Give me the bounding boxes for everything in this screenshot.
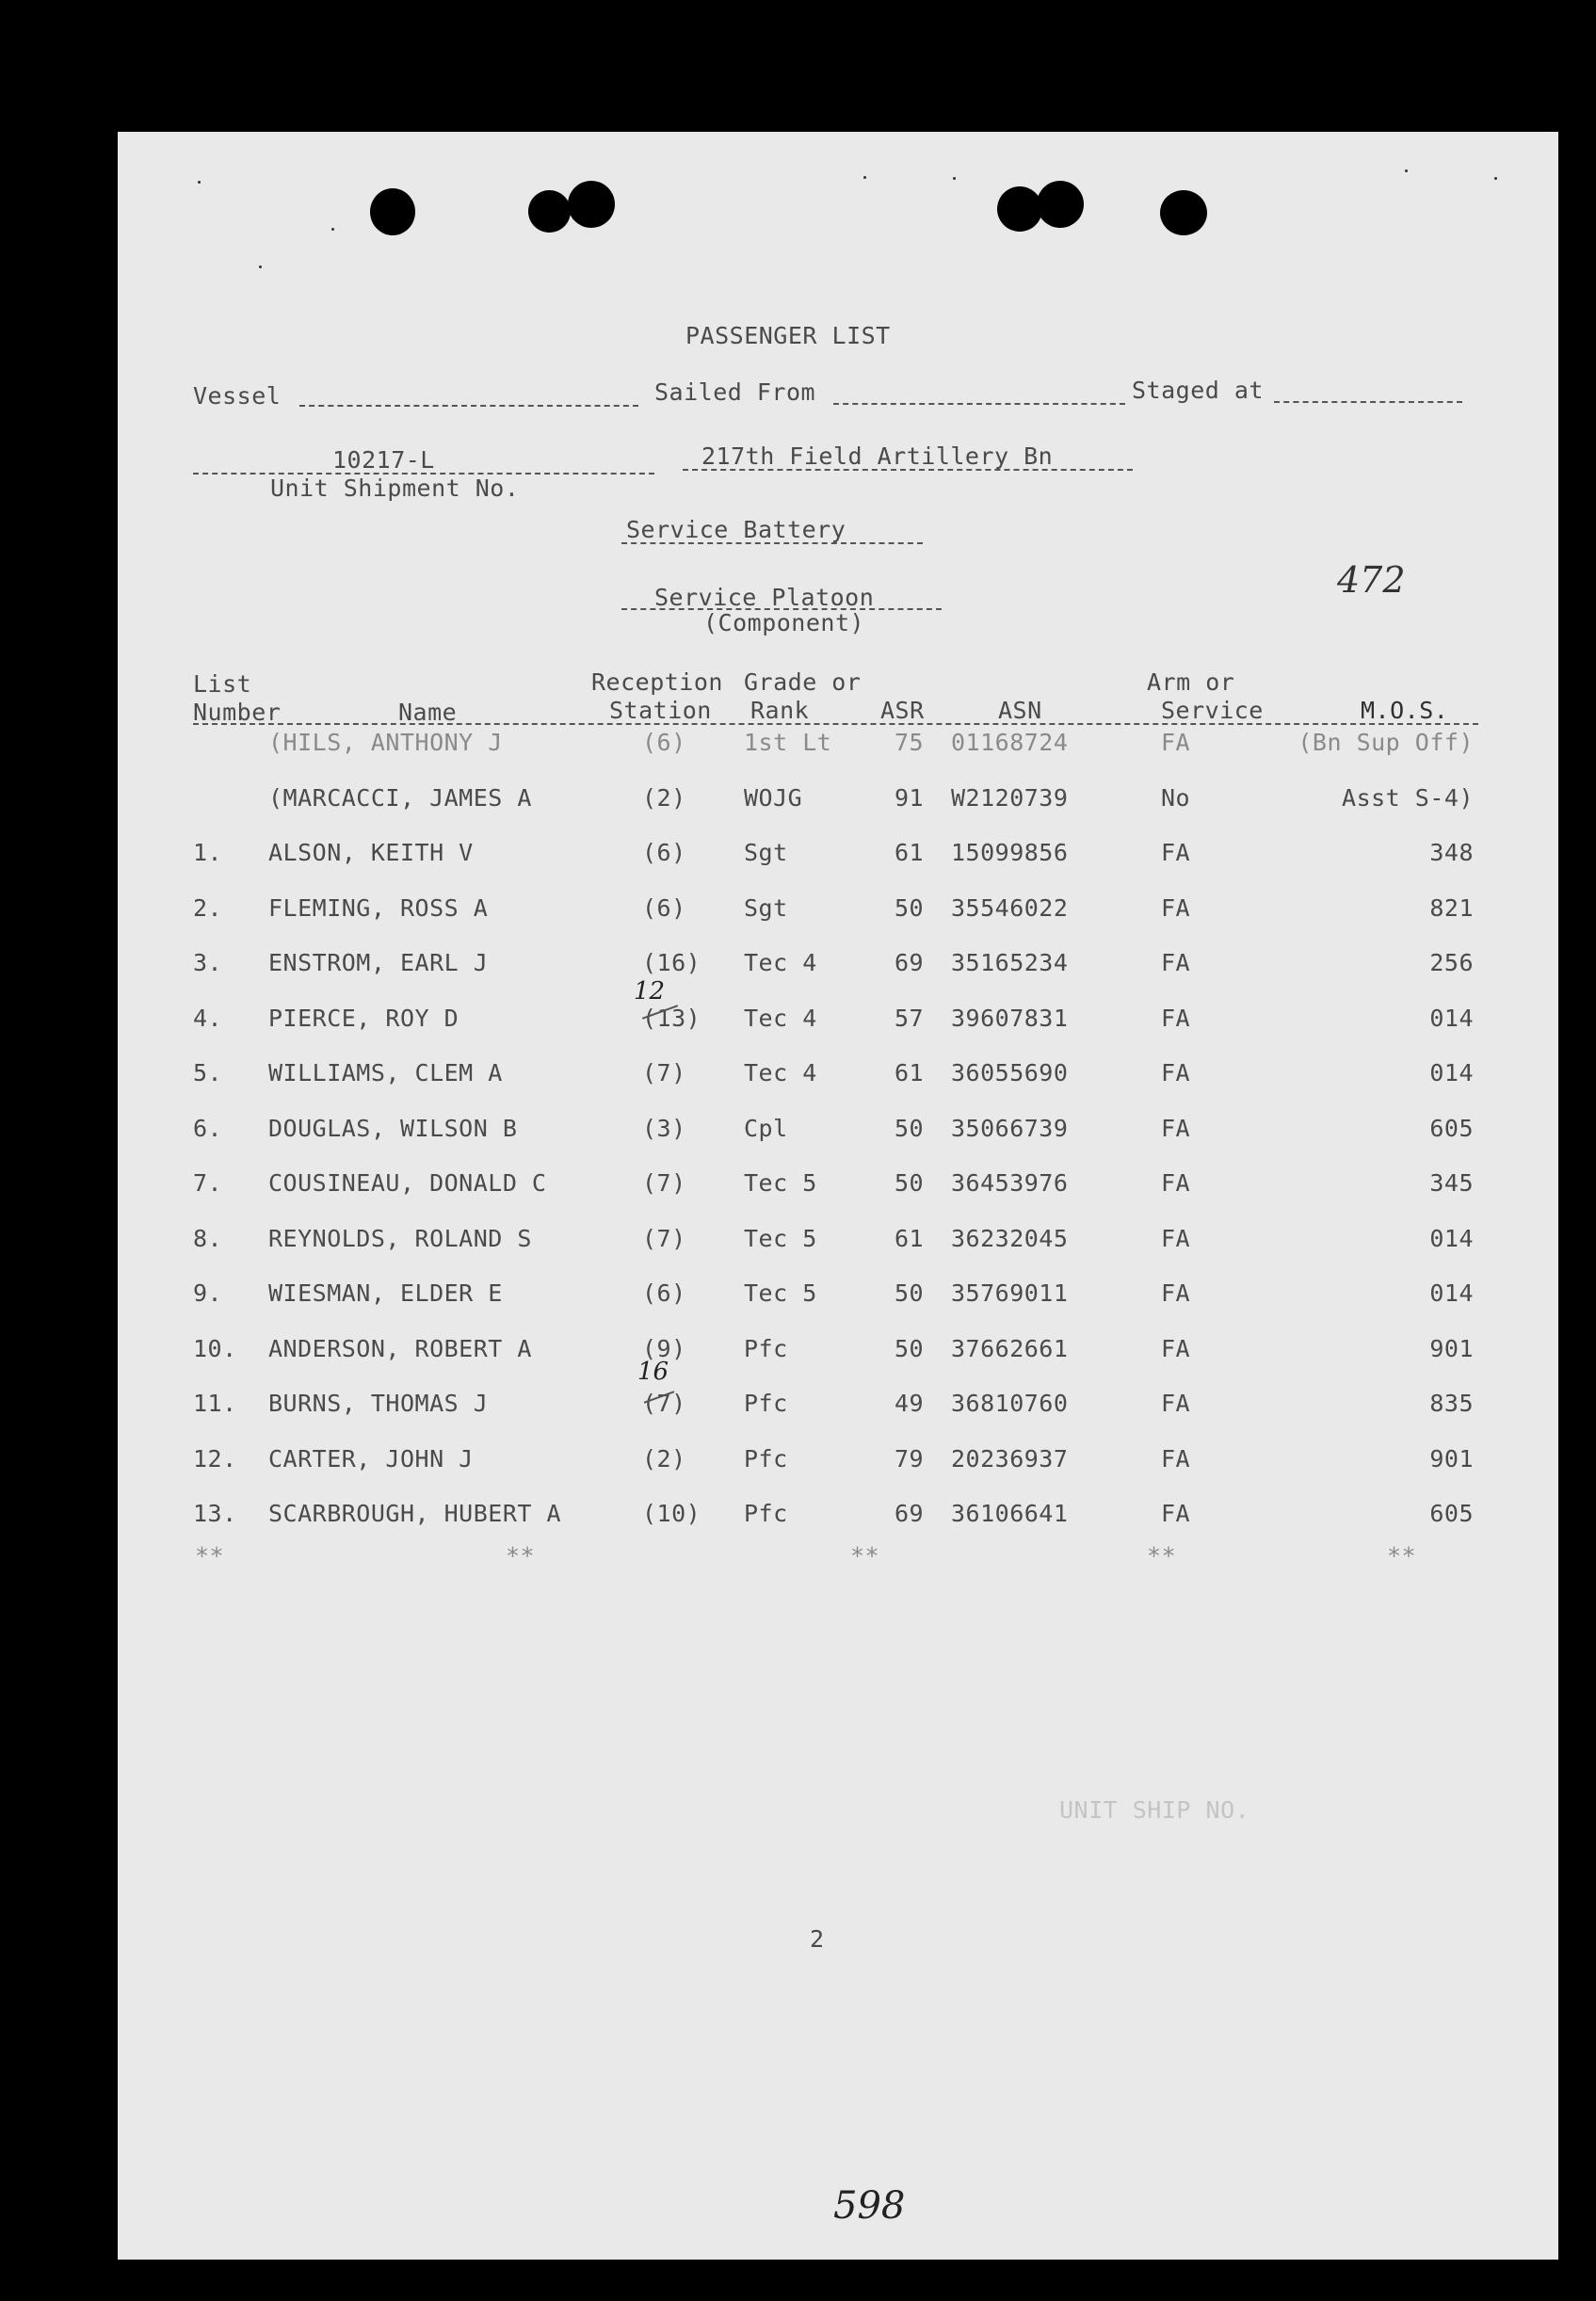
speck (259, 266, 262, 268)
col-asr: ASR (880, 697, 925, 724)
unit-name-field (683, 469, 1133, 471)
name-cell: (HILS, ANTHONY J (268, 729, 503, 756)
name-cell: WIESMAN, ELDER E (268, 1279, 503, 1307)
speck (953, 177, 956, 180)
asn-cell: 36106641 (951, 1500, 1069, 1527)
mos-cell: 605 (1429, 1114, 1474, 1142)
asn-cell: 01168724 (951, 729, 1069, 756)
grade-cell: Sgt (744, 893, 788, 922)
station-cell: (6) (642, 893, 686, 922)
station-cell: (9) (642, 1334, 686, 1362)
list-number-cell: 9. (193, 1279, 223, 1307)
asn-cell: 20236937 (951, 1444, 1069, 1472)
asr-cell: 57 (895, 1004, 925, 1032)
document-title: PASSENGER LIST (685, 322, 891, 349)
mos-cell: 835 (1429, 1390, 1474, 1417)
col-list: List (193, 670, 252, 698)
arm-cell: FA (1161, 949, 1191, 976)
end-mark: ** (1147, 1542, 1177, 1569)
station-cell: (6) (642, 1279, 686, 1307)
asr-cell: 69 (895, 949, 925, 976)
end-mark: ** (506, 1542, 536, 1569)
asr-cell: 91 (895, 783, 925, 812)
name-cell: PIERCE, ROY D (268, 1004, 459, 1032)
mos-cell: (Bn Sup Off) (1298, 729, 1474, 756)
col-rank: Rank (750, 697, 810, 724)
arm-cell: No (1161, 783, 1191, 812)
arm-cell: FA (1161, 1004, 1191, 1032)
station-cell: (2) (642, 1444, 686, 1472)
asn-cell: 36453976 (951, 1169, 1069, 1197)
speck (1405, 169, 1408, 172)
list-number-cell: 8. (193, 1224, 223, 1252)
name-cell: REYNOLDS, ROLAND S (268, 1224, 532, 1252)
component-1: Service Battery (626, 516, 846, 543)
punch-hole (568, 181, 615, 228)
name-cell: ENSTROM, EARL J (268, 949, 489, 976)
mos-cell: 014 (1429, 1279, 1474, 1307)
station-cell: (2) (642, 783, 686, 812)
asn-cell: 36055690 (951, 1059, 1069, 1086)
asr-cell: 49 (895, 1390, 925, 1417)
footer-number: 598 (833, 2184, 906, 2228)
mos-cell: 014 (1429, 1059, 1474, 1086)
mos-cell: 014 (1429, 1004, 1474, 1032)
station-cell: (7) (642, 1390, 686, 1417)
asr-cell: 79 (895, 1444, 925, 1472)
list-number-cell: 4. (193, 1004, 223, 1032)
arm-cell: FA (1161, 893, 1191, 922)
grade-cell: Tec 5 (744, 1169, 817, 1197)
name-cell: FLEMING, ROSS A (268, 893, 489, 922)
list-number-cell: 5. (193, 1059, 223, 1086)
handwritten-correction: 12 (634, 977, 666, 1006)
staged-at-label: Staged at (1132, 377, 1264, 404)
page-number: 2 (810, 1925, 825, 1953)
sailed-from-label: Sailed From (654, 378, 816, 406)
end-mark: ** (850, 1542, 880, 1569)
punch-hole (997, 186, 1042, 232)
grade-cell: Tec 4 (744, 949, 817, 976)
grade-cell: Tec 4 (744, 1004, 817, 1032)
col-mos: M.O.S. (1361, 697, 1449, 724)
name-cell: SCARBROUGH, HUBERT A (268, 1500, 562, 1527)
asr-cell: 50 (895, 1334, 925, 1362)
col-reception: Reception (591, 668, 723, 696)
component-2: Service Platoon (654, 584, 875, 611)
station-cell: (7) (642, 1224, 686, 1252)
mos-cell: 605 (1429, 1500, 1474, 1527)
grade-cell: Sgt (744, 839, 788, 866)
name-cell: BURNS, THOMAS J (268, 1390, 489, 1417)
staged-at-field (1274, 401, 1462, 403)
station-cell: (6) (642, 729, 686, 756)
station-cell: (10) (642, 1500, 701, 1527)
component-1-field (621, 542, 923, 544)
grade-cell: Cpl (744, 1114, 788, 1142)
arm-cell: FA (1161, 1390, 1191, 1417)
punch-hole (1037, 181, 1084, 228)
grade-cell: Tec 5 (744, 1279, 817, 1307)
asr-cell: 50 (895, 1114, 925, 1142)
asr-cell: 50 (895, 1279, 925, 1307)
station-cell: (3) (642, 1114, 686, 1142)
mos-cell: 348 (1429, 839, 1474, 866)
arm-cell: FA (1161, 729, 1191, 756)
station-cell: (16) (642, 949, 701, 976)
col-station: Station (609, 697, 712, 724)
mos-cell: 901 (1429, 1444, 1474, 1472)
faint-stamp: UNIT SHIP NO. (1059, 1796, 1250, 1824)
speck (198, 181, 201, 184)
list-number-cell: 11. (193, 1390, 237, 1417)
end-mark: ** (195, 1542, 225, 1569)
list-number-cell: 13. (193, 1500, 237, 1527)
station-cell: (7) (642, 1059, 686, 1086)
punch-hole (1160, 190, 1207, 235)
col-service: Service (1161, 697, 1264, 724)
asn-cell: 37662661 (951, 1334, 1069, 1362)
col-grade: Grade or (744, 668, 862, 696)
name-cell: WILLIAMS, CLEM A (268, 1059, 503, 1086)
component-label: (Component) (703, 609, 865, 636)
name-cell: ALSON, KEITH V (268, 839, 474, 866)
asn-cell: W2120739 (951, 783, 1069, 812)
list-number-cell: 3. (193, 949, 223, 976)
mos-cell: 901 (1429, 1334, 1474, 1362)
asn-cell: 35165234 (951, 949, 1069, 976)
asn-cell: 36810760 (951, 1390, 1069, 1417)
arm-cell: FA (1161, 1279, 1191, 1307)
asr-cell: 61 (895, 839, 925, 866)
station-cell: (7) (642, 1169, 686, 1197)
arm-cell: FA (1161, 1169, 1191, 1197)
arm-cell: FA (1161, 1500, 1191, 1527)
asn-cell: 39607831 (951, 1004, 1069, 1032)
asr-cell: 69 (895, 1500, 925, 1527)
arm-cell: FA (1161, 839, 1191, 866)
grade-cell: Pfc (744, 1500, 788, 1527)
document-page (118, 132, 1558, 2260)
vessel-field (299, 405, 638, 407)
station-cell: (6) (642, 839, 686, 866)
asn-cell: 15099856 (951, 839, 1069, 866)
name-cell: CARTER, JOHN J (268, 1444, 474, 1472)
name-cell: DOUGLAS, WILSON B (268, 1114, 518, 1142)
name-cell: COUSINEAU, DONALD C (268, 1169, 547, 1197)
end-mark: ** (1387, 1542, 1417, 1569)
col-arm: Arm or (1147, 668, 1235, 696)
header-underline (193, 723, 1478, 725)
list-number-cell: 6. (193, 1114, 223, 1142)
station-cell: (13) (642, 1004, 701, 1032)
asn-cell: 35546022 (951, 893, 1069, 922)
col-name: Name (398, 699, 458, 726)
asr-cell: 61 (895, 1224, 925, 1252)
punch-hole (528, 190, 571, 233)
arm-cell: FA (1161, 1059, 1191, 1086)
col-number: Number (193, 699, 282, 726)
stamp-number: 472 (1337, 559, 1406, 601)
unit-shipment-number: 10217-L (332, 446, 435, 474)
mos-cell: Asst S-4) (1342, 783, 1474, 812)
grade-cell: Pfc (744, 1390, 788, 1417)
vessel-label: Vessel (193, 382, 282, 410)
grade-cell: Tec 5 (744, 1224, 817, 1252)
col-asn: ASN (998, 697, 1042, 724)
grade-cell: Tec 4 (744, 1059, 817, 1086)
list-number-cell: 10. (193, 1334, 237, 1362)
arm-cell: FA (1161, 1224, 1191, 1252)
sailed-from-field (833, 403, 1125, 405)
mos-cell: 345 (1429, 1169, 1474, 1197)
grade-cell: Pfc (744, 1334, 788, 1362)
list-number-cell: 1. (193, 839, 223, 866)
grade-cell: WOJG (744, 783, 803, 812)
asn-cell: 35769011 (951, 1279, 1069, 1307)
grade-cell: 1st Lt (744, 729, 832, 756)
name-cell: (MARCACCI, JAMES A (268, 783, 532, 812)
name-cell: ANDERSON, ROBERT A (268, 1334, 532, 1362)
unit-name: 217th Field Artillery Bn (701, 442, 1054, 470)
mos-cell: 256 (1429, 949, 1474, 976)
asr-cell: 61 (895, 1059, 925, 1086)
asn-cell: 36232045 (951, 1224, 1069, 1252)
speck (331, 228, 334, 231)
arm-cell: FA (1161, 1114, 1191, 1142)
mos-cell: 014 (1429, 1224, 1474, 1252)
asr-cell: 50 (895, 1169, 925, 1197)
asr-cell: 50 (895, 893, 925, 922)
punch-hole (370, 188, 415, 235)
handwritten-correction: 16 (637, 1358, 669, 1386)
asr-cell: 75 (895, 729, 925, 756)
grade-cell: Pfc (744, 1444, 788, 1472)
mos-cell: 821 (1429, 893, 1474, 922)
speck (863, 176, 866, 179)
asn-cell: 35066739 (951, 1114, 1069, 1142)
speck (1494, 177, 1497, 180)
list-number-cell: 2. (193, 893, 223, 922)
list-number-cell: 7. (193, 1169, 223, 1197)
arm-cell: FA (1161, 1444, 1191, 1472)
arm-cell: FA (1161, 1334, 1191, 1362)
list-number-cell: 12. (193, 1444, 237, 1472)
unit-shipment-label: Unit Shipment No. (270, 475, 520, 502)
